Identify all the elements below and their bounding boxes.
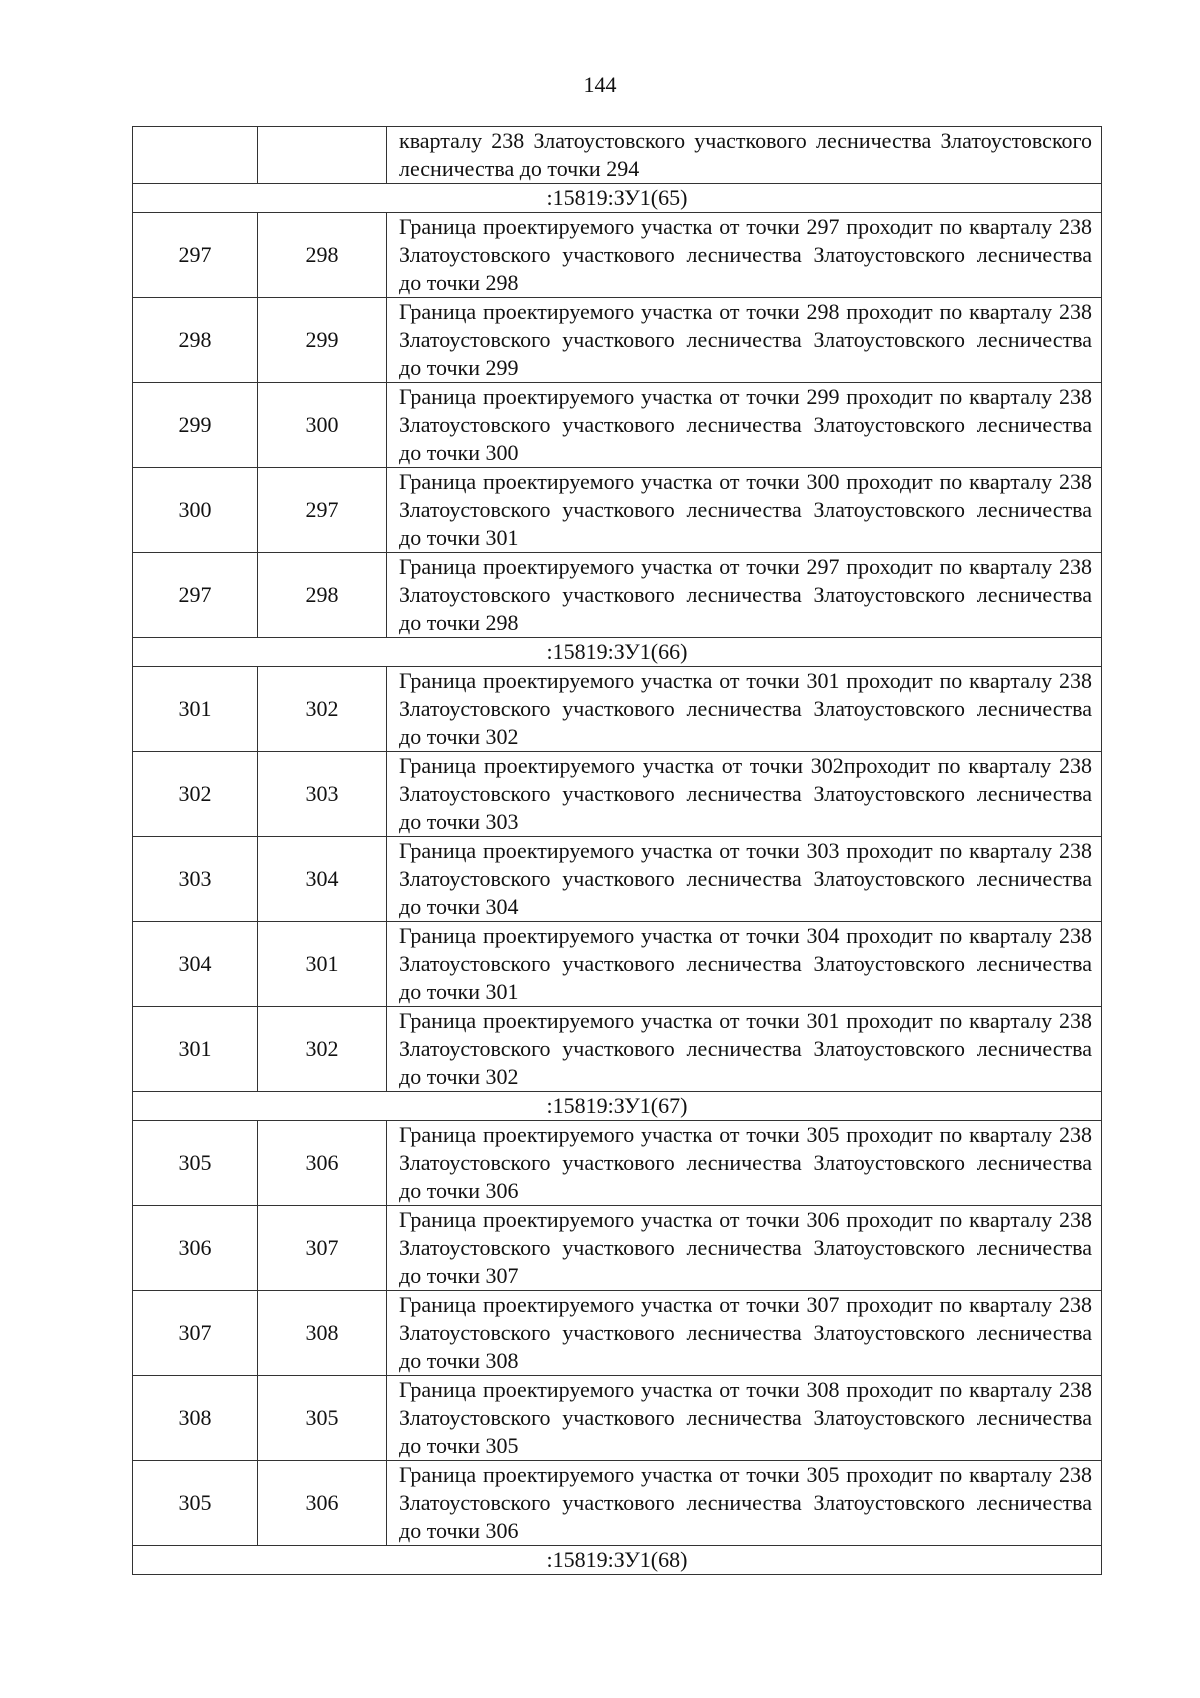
to-point-cell: 308: [258, 1291, 387, 1376]
to-point-cell: 307: [258, 1206, 387, 1291]
description-cell: Граница проектируемого участка от точки 306 проходит по кварталу 238 Златоустовского участкового лесничества Златоустовского лесничества до точки 307: [387, 1206, 1102, 1291]
description-cell: Граница проектируемого участка от точки 297 проходит по кварталу 238 Златоустовского участкового лесничества Златоустовского лесничества до точки 298: [387, 213, 1102, 298]
section-title: :15819:ЗУ1(67): [133, 1092, 1102, 1121]
from-point-cell: 307: [133, 1291, 258, 1376]
table-row: [133, 553, 1102, 638]
from-point-cell: 297: [133, 213, 258, 298]
description-cell: кварталу 238 Златоустовского участкового лесничества Златоустовского лесничества до точки 294: [387, 127, 1102, 184]
to-point-cell: 305: [258, 1376, 387, 1461]
description-cell: Граница проектируемого участка от точки 307 проходит по кварталу 238 Златоустовского участкового лесничества Златоустовского лесничества до точки 308: [387, 1291, 1102, 1376]
to-point-cell: 306: [258, 1121, 387, 1206]
description-cell: Граница проектируемого участка от точки 303 проходит по кварталу 238 Златоустовского участкового лесничества Златоустовского лесничества до точки 304: [387, 837, 1102, 922]
description-cell: Граница проектируемого участка от точки 298 проходит по кварталу 238 Златоустовского участкового лесничества Златоустовского лесничества до точки 299: [387, 298, 1102, 383]
from-point-cell: 297: [133, 553, 258, 638]
from-point-cell: 302: [133, 752, 258, 837]
table-row: [133, 298, 1102, 383]
section-header-row: [133, 184, 1102, 213]
to-point-cell: 302: [258, 1007, 387, 1092]
description-cell: Граница проектируемого участка от точки 308 проходит по кварталу 238 Златоустовского участкового лесничества Златоустовского лесничества до точки 305: [387, 1376, 1102, 1461]
table-row: [133, 383, 1102, 468]
section-title: :15819:ЗУ1(66): [133, 638, 1102, 667]
from-point-cell: 304: [133, 922, 258, 1007]
section-header-row: [133, 1546, 1102, 1575]
to-point-cell: 302: [258, 667, 387, 752]
to-point-cell: 301: [258, 922, 387, 1007]
from-point-cell: 301: [133, 1007, 258, 1092]
table-body: [133, 127, 1102, 1575]
description-cell: Граница проектируемого участка от точки 304 проходит по кварталу 238 Златоустовского участкового лесничества Златоустовского лесничества до точки 301: [387, 922, 1102, 1007]
to-point-cell: 298: [258, 553, 387, 638]
section-title: :15819:ЗУ1(68): [133, 1546, 1102, 1575]
table-row: [133, 1121, 1102, 1206]
table-row: [133, 667, 1102, 752]
table-row: [133, 837, 1102, 922]
from-point-cell: 306: [133, 1206, 258, 1291]
description-cell: Граница проектируемого участка от точки 305 проходит по кварталу 238 Златоустовского участкового лесничества Златоустовского лесничества до точки 306: [387, 1121, 1102, 1206]
from-point-cell: 305: [133, 1461, 258, 1546]
table-row-continued: [133, 127, 1102, 184]
to-point-cell: 304: [258, 837, 387, 922]
table-row: [133, 752, 1102, 837]
table-row: [133, 213, 1102, 298]
to-point-cell: 298: [258, 213, 387, 298]
from-point-cell: 300: [133, 468, 258, 553]
to-point-cell: 306: [258, 1461, 387, 1546]
section-header-row: [133, 638, 1102, 667]
table-row: [133, 1291, 1102, 1376]
from-point-cell: 305: [133, 1121, 258, 1206]
description-cell: Граница проектируемого участка от точки 300 проходит по кварталу 238 Златоустовского участкового лесничества Златоустовского лесничества до точки 301: [387, 468, 1102, 553]
description-cell: Граница проектируемого участка от точки 302проходит по кварталу 238 Златоустовского участкового лесничества Златоустовского лесничества до точки 303: [387, 752, 1102, 837]
to-point-cell: 299: [258, 298, 387, 383]
description-cell: Граница проектируемого участка от точки 301 проходит по кварталу 238 Златоустовского участкового лесничества Златоустовского лесничества до точки 302: [387, 1007, 1102, 1092]
from-point-cell: [133, 127, 258, 184]
section-header-row: [133, 1092, 1102, 1121]
description-cell: Граница проектируемого участка от точки 299 проходит по кварталу 238 Златоустовского участкового лесничества Златоустовского лесничества до точки 300: [387, 383, 1102, 468]
to-point-cell: [258, 127, 387, 184]
table-row: [133, 1461, 1102, 1546]
to-point-cell: 300: [258, 383, 387, 468]
page-number: 144: [583, 72, 617, 97]
from-point-cell: 298: [133, 298, 258, 383]
from-point-cell: 301: [133, 667, 258, 752]
from-point-cell: 303: [133, 837, 258, 922]
description-cell: Граница проектируемого участка от точки 297 проходит по кварталу 238 Златоустовского участкового лесничества Златоустовского лесничества до точки 298: [387, 553, 1102, 638]
from-point-cell: 308: [133, 1376, 258, 1461]
table-row: [133, 1376, 1102, 1461]
table-row: [133, 922, 1102, 1007]
section-title: :15819:ЗУ1(65): [133, 184, 1102, 213]
to-point-cell: 297: [258, 468, 387, 553]
description-cell: Граница проектируемого участка от точки 301 проходит по кварталу 238 Златоустовского участкового лесничества Златоустовского лесничества до точки 302: [387, 667, 1102, 752]
from-point-cell: 299: [133, 383, 258, 468]
to-point-cell: 303: [258, 752, 387, 837]
table-row: [133, 1206, 1102, 1291]
table-row: [133, 468, 1102, 553]
boundary-table: [132, 126, 1102, 1575]
table-row: [133, 1007, 1102, 1092]
description-cell: Граница проектируемого участка от точки 305 проходит по кварталу 238 Златоустовского участкового лесничества Златоустовского лесничества до точки 306: [387, 1461, 1102, 1546]
